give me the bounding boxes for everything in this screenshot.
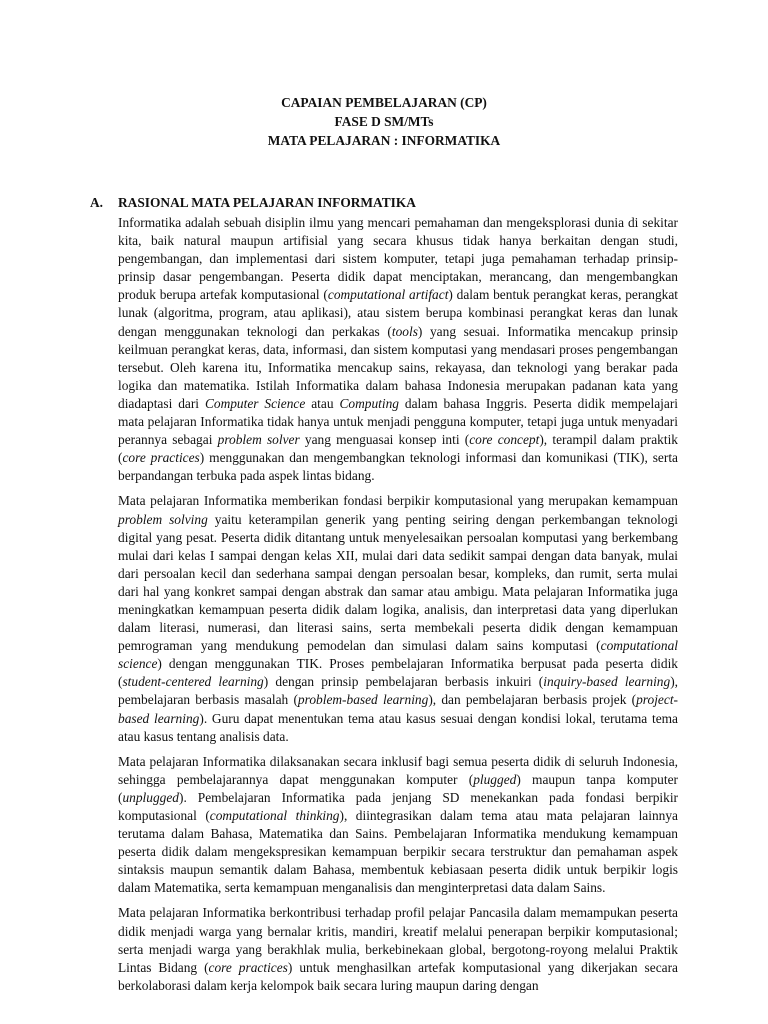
text-run: Mata pelajaran Informatika dilaksanakan secara inklusif bagi semua peserta didik di seluruh Indonesia, sehingga pembelajarannya dapat menggunakan komputer (: [118, 753, 678, 787]
text-run: ), diintegrasikan dalam tema atau mata pelajaran lainnya terutama dalam Bahasa, Matematika dan Sains. Pembelajaran Informatika mendukung kemampuan peserta didik dalam mengekspresikan kemampuan berpikir secara terstruktur dan pemahaman aspek sintaksis maupun semantik dalam Bahasa, membentuk kebiasaan peserta didik untuk berpikir logis dalam Matematika, serta kemampuan menganalisis dan menginterpretasi data dalam Sains.: [118, 808, 678, 896]
text-run: ) yang sesuai. Informatika mencakup prinsip keilmuan perangkat keras, data, informasi, dan sistem komputasi yang mendasari proses pengembangan tersebut. Oleh karena itu, Informatika mencakup sains, rekayasa, dan teknologi yang berakar pada logika dan matematika. Istilah Informatika dalam bahasa Indonesia merupakan padanan kata yang diadaptasi dari: [118, 323, 679, 411]
italic-term: project-based learning: [118, 692, 679, 726]
text-run: ), dan pembelajaran berbasis projek (: [428, 692, 637, 708]
italic-term: computational science: [118, 638, 678, 672]
italic-term: tools: [391, 323, 418, 339]
text-run: ) dengan menggunakan TIK. Proses pembelajaran Informatika berpusat pada peserta didik (: [118, 656, 678, 690]
text-run: yang menguasai konsep inti (: [299, 432, 470, 448]
text-run: Mata pelajaran Informatika berkontribusi terhadap profil pelajar Pancasila dalam memampukan peserta didik menjadi warga yang bernalar kritis, mandiri, kreatif melalui penerapan berpikir komputasional; serta menjadi warga yang berakhlak mulia, berkebinekaan global, bergotong-royong melalui Praktik Lintas Bidang (: [118, 905, 678, 975]
title-line-2: FASE D SM/MTs: [334, 114, 434, 129]
paragraph: [118, 492, 678, 745]
text-run: ) dengan prinsip pembelajaran berbasis inkuiri (: [263, 674, 544, 690]
text-run: atau: [305, 395, 340, 411]
italic-term: Computer Science: [204, 395, 306, 411]
text-run: ). Guru dapat menentukan tema atau kasus sesuai dengan kondisi lokal, terutama tema atau kasus tentang analisis data.: [118, 710, 678, 744]
text-run: ) menggunakan dan mengembangkan teknologi informasi dan komunikasi (TIK), serta berpandangan terbuka pada aspek lintas bidang.: [118, 450, 678, 484]
section-letter: A.: [90, 195, 104, 210]
italic-term: computational thinking: [209, 808, 340, 823]
title-line-1: CAPAIAN PEMBELAJARAN (CP): [281, 95, 487, 110]
italic-term: unplugged: [122, 789, 179, 805]
text-run: Informatika adalah sebuah disiplin ilmu yang mencari pemahaman dan mengeksplorasi dunia di sekitar kita, baik natural maupun artifisial yang secara khusus tidak hanya berkaitan dengan studi, pengembangan, dan implementasi dari sistem komputer, tetapi juga pemahaman terhadap prinsip-prinsip dasar pengembangan. Peserta didik dapat menciptakan, merancang, dan mengembangkan produk berupa artefak komputasional (: [118, 215, 678, 303]
italic-term: computational artifact: [327, 287, 449, 303]
italic-term: core practices: [122, 450, 200, 466]
paragraph: [118, 214, 678, 485]
italic-term: student-centered learning: [122, 674, 264, 690]
text-run: ) dalam bentuk perangkat keras, perangkat lunak (algoritma, program, atau aplikasi), atau sistem berupa kombinasi perangkat keras dan lunak dengan menggunakan teknologi dan perkakas (: [118, 287, 679, 339]
section-title: RASIONAL MATA PELAJARAN INFORMATIKA: [118, 195, 416, 210]
paragraph: [118, 904, 678, 994]
italic-term: core concept: [469, 432, 540, 448]
text-run: yaitu keterampilan generik yang penting seiring dengan perkembangan teknologi digital yang pesat. Peserta didik ditantang untuk menyelesaikan persoalan komputasi yang berkembang mulai dari kelas I sampai dengan kelas XII, mulai dari data sedikit sampai dengan data banyak, mulai dari persoalan kecil dan sederhana sampai dengan persoalan besar, kompleks, dan rumit, serta mulai dari hal yang konkret sampai dengan abstrak dan samar atau ambigu. Mata pelajaran Informatika juga meningkatkan kemampuan peserta didik dalam logika, analisis, dan interpretasi data yang diperlukan dalam literasi, numerasi, dan literasi sains, serta membekali peserta didik dengan kemampuan pemrograman yang mendukung pemodelan dan simulasi dalam sains komputasi (: [118, 511, 678, 654]
italic-term: problem-based learning: [297, 692, 429, 708]
text-run: Mata pelajaran Informatika memberikan fondasi berpikir komputasional yang merupakan kemampuan: [118, 493, 678, 509]
italic-term: Computing: [339, 395, 399, 411]
text-run: ) maupun tanpa komputer (: [118, 771, 678, 805]
italic-term: plugged: [473, 771, 517, 787]
italic-term: problem solving: [118, 511, 208, 527]
title-line-3: MATA PELAJARAN : INFORMATIKA: [267, 133, 501, 148]
text-run: ), pembelajaran berbasis masalah (: [118, 674, 679, 708]
section-body: [118, 214, 678, 1002]
paragraph: [118, 753, 678, 898]
section-heading: [90, 194, 416, 212]
text-run: ), terampil dalam praktik (: [118, 432, 678, 466]
text-run: ) untuk menghasilkan artefak komputasional yang dikerjakan secara berkolaborasi dalam kerja kelompok baik secara luring maupun daring dengan: [118, 959, 679, 993]
text-run: ). Pembelajaran Informatika pada jenjang SD menekankan pada fondasi berpikir komputasional (: [118, 789, 678, 823]
document-title: [0, 93, 768, 150]
italic-term: problem solver: [217, 432, 300, 448]
text-run: dalam bahasa Inggris. Peserta didik mempelajari mata pelajaran Informatika tidak hanya untuk menjadi pengguna komputer, tetapi juga untuk menyadari perannya sebagai: [118, 395, 679, 448]
italic-term: inquiry-based learning: [543, 674, 671, 690]
italic-term: core practices: [208, 959, 288, 975]
